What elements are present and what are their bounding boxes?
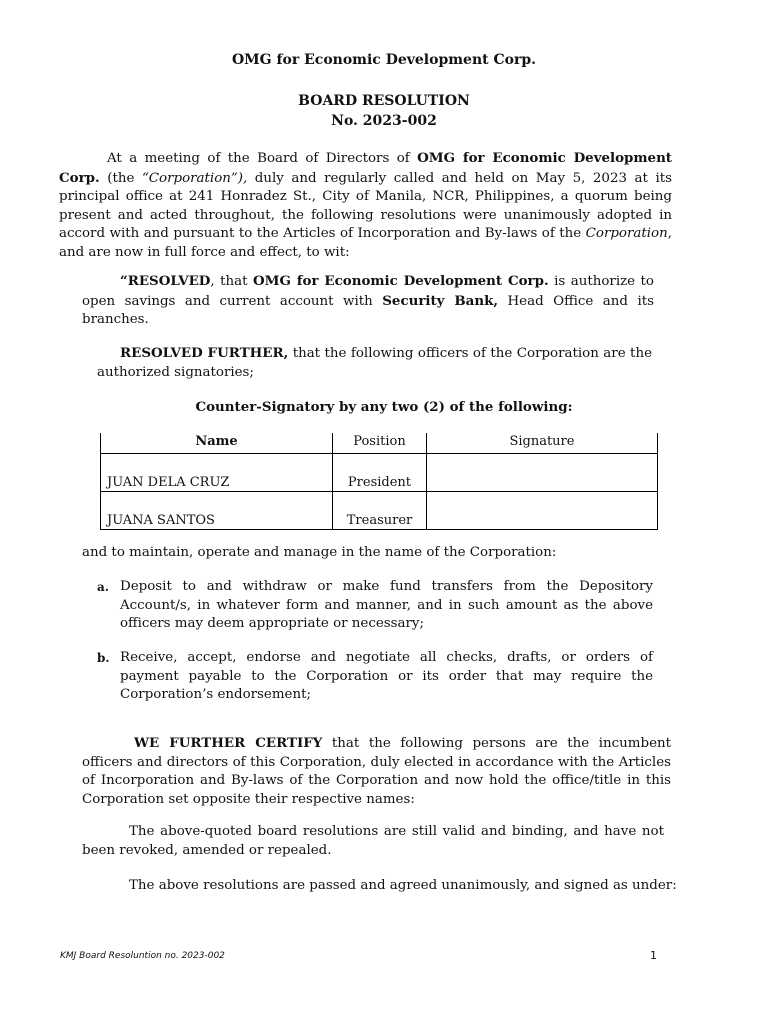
bank-name: Security Bank, <box>382 292 499 309</box>
signatory-name: JUANA SANTOS <box>101 492 333 530</box>
resolved-company-name: OMG for Economic Development Corp. <box>252 273 549 289</box>
header-name: Name <box>101 433 333 454</box>
table-header-row <box>101 433 658 454</box>
page-number: 1 <box>650 949 657 962</box>
header-signature: Signature <box>426 433 657 454</box>
signatory-position: President <box>333 454 427 492</box>
table-row <box>101 454 658 492</box>
header-position: Position <box>333 433 427 454</box>
signature-cell <box>426 454 657 492</box>
resolution-title: BOARD RESOLUTION <box>298 93 470 109</box>
signatory-position: Treasurer <box>333 492 427 530</box>
resolution-number: No. 2023-002 <box>331 113 437 129</box>
intro-company-name: OMG for Economic Development Corp. <box>59 150 672 186</box>
company-heading: OMG for Economic Development Corp. <box>231 52 536 68</box>
footer-reference: KMJ Board Resoluntion no. 2023-002 <box>60 951 225 961</box>
list-item-text: Receive, accept, endorse and negotiate all checks, drafts, or orders of payment payable to the Corporation or its order that may require the Corporation’s endorsement; <box>120 650 653 703</box>
signatory-name: JUAN DELA CRUZ <box>101 454 333 492</box>
signature-cell <box>426 492 657 530</box>
intro-paragraph: At a meeting of the Board of Directors of OMG for Economic Development Corp. (the “Corporation”), duly and regularly called and held on May 5, 2023 at its principal office at 241 Honradez St., City of Manila, NCR, Philippines, a quorum being present and acted throughout, the following resolutions were unanimously adopted in accord with and pursuant to the Articles of Incorporation and By-laws of the Corporation, and are now in full force and effect, to wit: <box>59 150 672 260</box>
list-item-label: b. <box>97 651 110 665</box>
signatories-table <box>100 433 658 530</box>
resolution-title-block <box>0 91 768 131</box>
certify-paragraph: WE FURTHER CERTIFY that the following persons are the incumbent officers and directors of this Corporation, duly elected in accordance with the Articles of Incorporation and By-laws of the Corporation and now hold the office/title in this Corporation set opposite their respective names: <box>82 735 671 807</box>
passed-paragraph: The above resolutions are passed and agreed unanimously, and signed as under: <box>129 878 677 893</box>
validity-paragraph: The above-quoted board resolutions are still valid and binding, and have not been revoked, amended or repealed. <box>82 824 664 858</box>
list-item-text: Deposit to and withdraw or make fund transfers from the Depository Account/s, in whatever form and manner, and in such amount as the above officers may deem appropriate or necessary; <box>120 579 653 632</box>
list-item-label: a. <box>97 580 109 594</box>
table-row <box>101 492 658 530</box>
counter-signatory-heading: Counter-Signatory by any two (2) of the following: <box>195 399 573 415</box>
maintain-paragraph: and to maintain, operate and manage in the name of the Corporation: <box>82 545 557 560</box>
resolved-further-paragraph: RESOLVED FURTHER, that the following officers of the Corporation are the authorized signatories; <box>97 345 652 380</box>
resolved-paragraph: “RESOLVED, that OMG for Economic Development Corp. is authorize to open savings and current account with Security Bank, Head Office and its branches. <box>82 273 654 328</box>
